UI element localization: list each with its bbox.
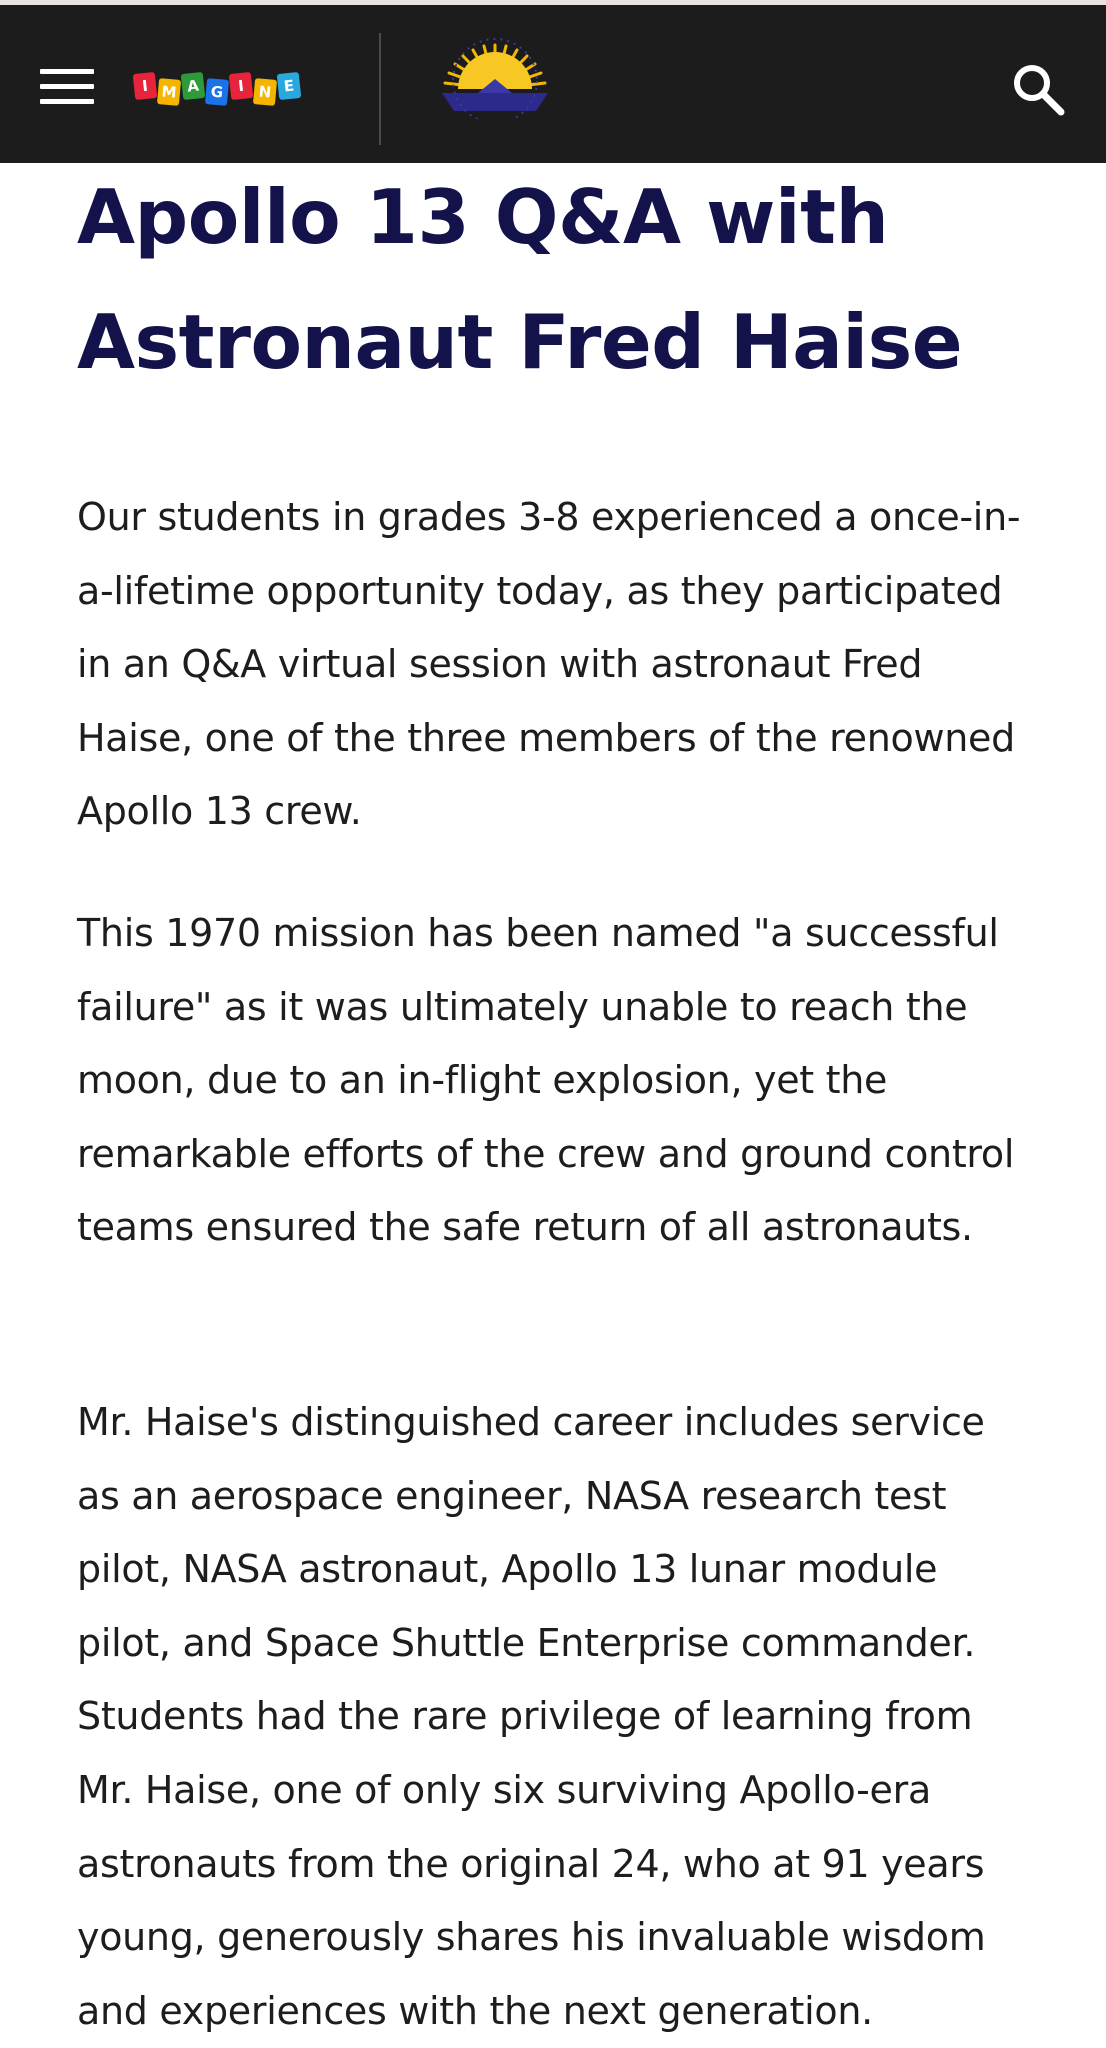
title-line-2: Astronaut Fred Haise <box>77 298 963 386</box>
title-line-1: Apollo 13 Q&A with <box>77 173 889 261</box>
search-icon[interactable] <box>1008 59 1068 119</box>
logo-letter: E <box>277 72 302 100</box>
header-divider <box>379 33 381 145</box>
logo-letter: I <box>229 72 254 100</box>
page-title <box>77 155 1037 405</box>
site-header <box>0 5 1106 163</box>
hamburger-menu-icon[interactable] <box>40 67 94 107</box>
logo-letter: N <box>253 78 277 106</box>
logo-letter: A <box>181 72 206 100</box>
imagine-logo[interactable] <box>134 71 302 107</box>
rising-sun-logo-icon[interactable] <box>428 31 562 119</box>
logo-letter: M <box>157 78 181 106</box>
article-paragraph-3: Mr. Haise's distinguished career includes service as an aerospace engineer, NASA research test pilot, NASA astronaut, Apollo 13 lunar module pilot, and Space Shuttle Enterprise commander. Students had the rare privilege of learning from Mr. Haise, one of only six surviving Apollo-era astronauts from the original 24, who at 91 years young, generously shares his invaluable wisdom and experiences with the next generation. <box>77 1400 986 2033</box>
article-paragraph-1: Our students in grades 3-8 experienced a once-in-a-lifetime opportunity today, as they participated in an Q&A virtual session with astronaut Fred Haise, one of the three members of the renowned Apollo 13 crew. <box>77 495 1021 834</box>
article-paragraph-2: This 1970 mission has been named "a successful failure" as it was ultimately unable to reach the moon, due to an in-flight explosion, yet the remarkable efforts of the crew and ground control teams ensured the safe return of all astronauts. <box>77 911 1015 1250</box>
logo-letter: I <box>133 72 158 100</box>
logo-letter: G <box>205 78 229 106</box>
